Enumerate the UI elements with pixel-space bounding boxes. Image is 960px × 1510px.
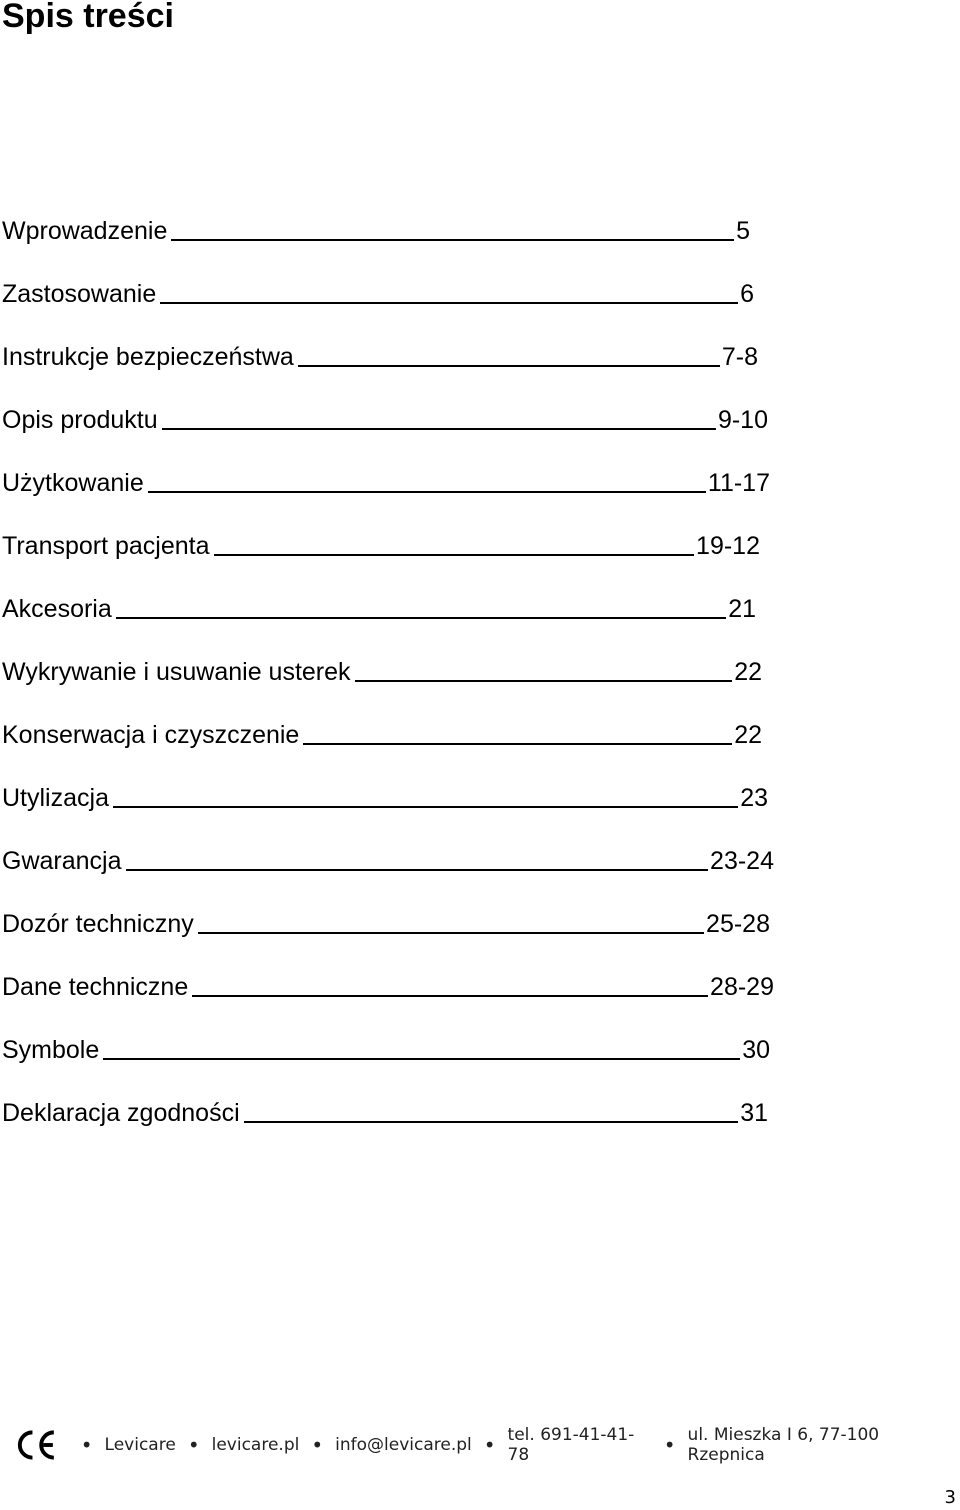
toc-entry-page: 23: [740, 784, 768, 812]
ce-mark-icon: [14, 1428, 57, 1462]
toc-entry-label: Wykrywanie i usuwanie usterek: [2, 658, 351, 686]
footer-separator: •: [80, 1433, 93, 1457]
toc-entry[interactable]: [2, 1095, 768, 1127]
footer-phone: tel. 691-41-41-78: [507, 1425, 635, 1465]
footer-separator: •: [311, 1433, 324, 1457]
footer-separator: •: [483, 1433, 496, 1457]
footer: [14, 1425, 954, 1465]
toc-entry[interactable]: [2, 402, 768, 434]
toc-entry[interactable]: [2, 843, 774, 875]
toc-entry-page: 22: [734, 721, 762, 749]
toc-entry[interactable]: [2, 339, 758, 371]
toc-leader-line: [198, 932, 704, 934]
footer-website-link[interactable]: levicare.pl: [211, 1435, 300, 1455]
toc-entry[interactable]: [2, 1032, 770, 1064]
toc-leader-line: [103, 1058, 740, 1060]
toc-leader-line: [192, 995, 708, 997]
toc-entry-label: Deklaracja zgodności: [2, 1099, 240, 1127]
footer-address: ul. Mieszka I 6, 77-100 Rzepnica: [687, 1425, 880, 1465]
toc-entry-page: 19-12: [696, 532, 760, 560]
toc-entry-page: 7-8: [721, 343, 758, 371]
footer-company: Levicare: [104, 1435, 176, 1455]
toc-entry[interactable]: [2, 528, 760, 560]
toc-entry[interactable]: [2, 213, 750, 245]
toc-entry[interactable]: [2, 969, 774, 1001]
toc-entry[interactable]: [2, 276, 754, 308]
toc-entry-label: Opis produktu: [2, 406, 158, 434]
toc-leader-line: [160, 302, 738, 304]
footer-separator: •: [187, 1433, 200, 1457]
toc-leader-line: [162, 428, 716, 430]
toc-entry-label: Transport pacjenta: [2, 532, 210, 560]
toc-leader-line: [148, 491, 706, 493]
toc-entry-page: 11-17: [707, 469, 770, 497]
toc-entry-label: Zastosowanie: [2, 280, 157, 308]
toc-leader-line: [116, 617, 726, 619]
toc-entry[interactable]: [2, 591, 756, 623]
page-title: Spis treści: [2, 0, 174, 35]
toc-entry-label: Konserwacja i czyszczenie: [2, 721, 300, 749]
toc-leader-line: [298, 365, 720, 367]
toc-entry[interactable]: [2, 465, 770, 497]
toc-entry-page: 6: [740, 280, 754, 308]
toc-entry[interactable]: [2, 654, 762, 686]
toc-entry-label: Dozór techniczny: [2, 910, 194, 938]
toc-leader-line: [171, 239, 734, 241]
toc-entry-label: Gwarancja: [2, 847, 122, 875]
toc-entry-page: 9-10: [717, 406, 768, 434]
toc-entry-page: 31: [740, 1099, 768, 1127]
toc-entry[interactable]: [2, 717, 762, 749]
toc-entry-label: Użytkowanie: [2, 469, 144, 497]
toc-entry-label: Dane techniczne: [2, 973, 189, 1001]
toc-entry[interactable]: [2, 906, 770, 938]
toc-entry-page: 28-29: [710, 973, 774, 1001]
toc-entry-label: Wprowadzenie: [2, 217, 168, 245]
toc-entry-page: 21: [728, 595, 756, 623]
toc-entry-page: 23-24: [710, 847, 774, 875]
toc-leader-line: [113, 806, 738, 808]
toc-entry-label: Akcesoria: [2, 595, 112, 623]
toc-entry-label: Utylizacja: [2, 784, 109, 812]
toc-entry-page: 30: [742, 1036, 770, 1064]
toc-entry-page: 22: [734, 658, 762, 686]
toc-leader-line: [214, 554, 695, 556]
toc-entry-page: 25-28: [706, 910, 770, 938]
footer-separator: •: [663, 1433, 676, 1457]
footer-email-link[interactable]: info@levicare.pl: [335, 1435, 472, 1455]
page-number: 3: [944, 1487, 956, 1508]
toc-leader-line: [126, 869, 709, 871]
toc-entry[interactable]: [2, 780, 768, 812]
toc-entry-page: 5: [736, 217, 750, 245]
toc-entry-label: Instrukcje bezpieczeństwa: [2, 343, 294, 371]
toc-leader-line: [355, 680, 733, 682]
toc-leader-line: [244, 1121, 739, 1123]
toc-entry-label: Symbole: [2, 1036, 100, 1064]
toc-leader-line: [303, 743, 732, 745]
